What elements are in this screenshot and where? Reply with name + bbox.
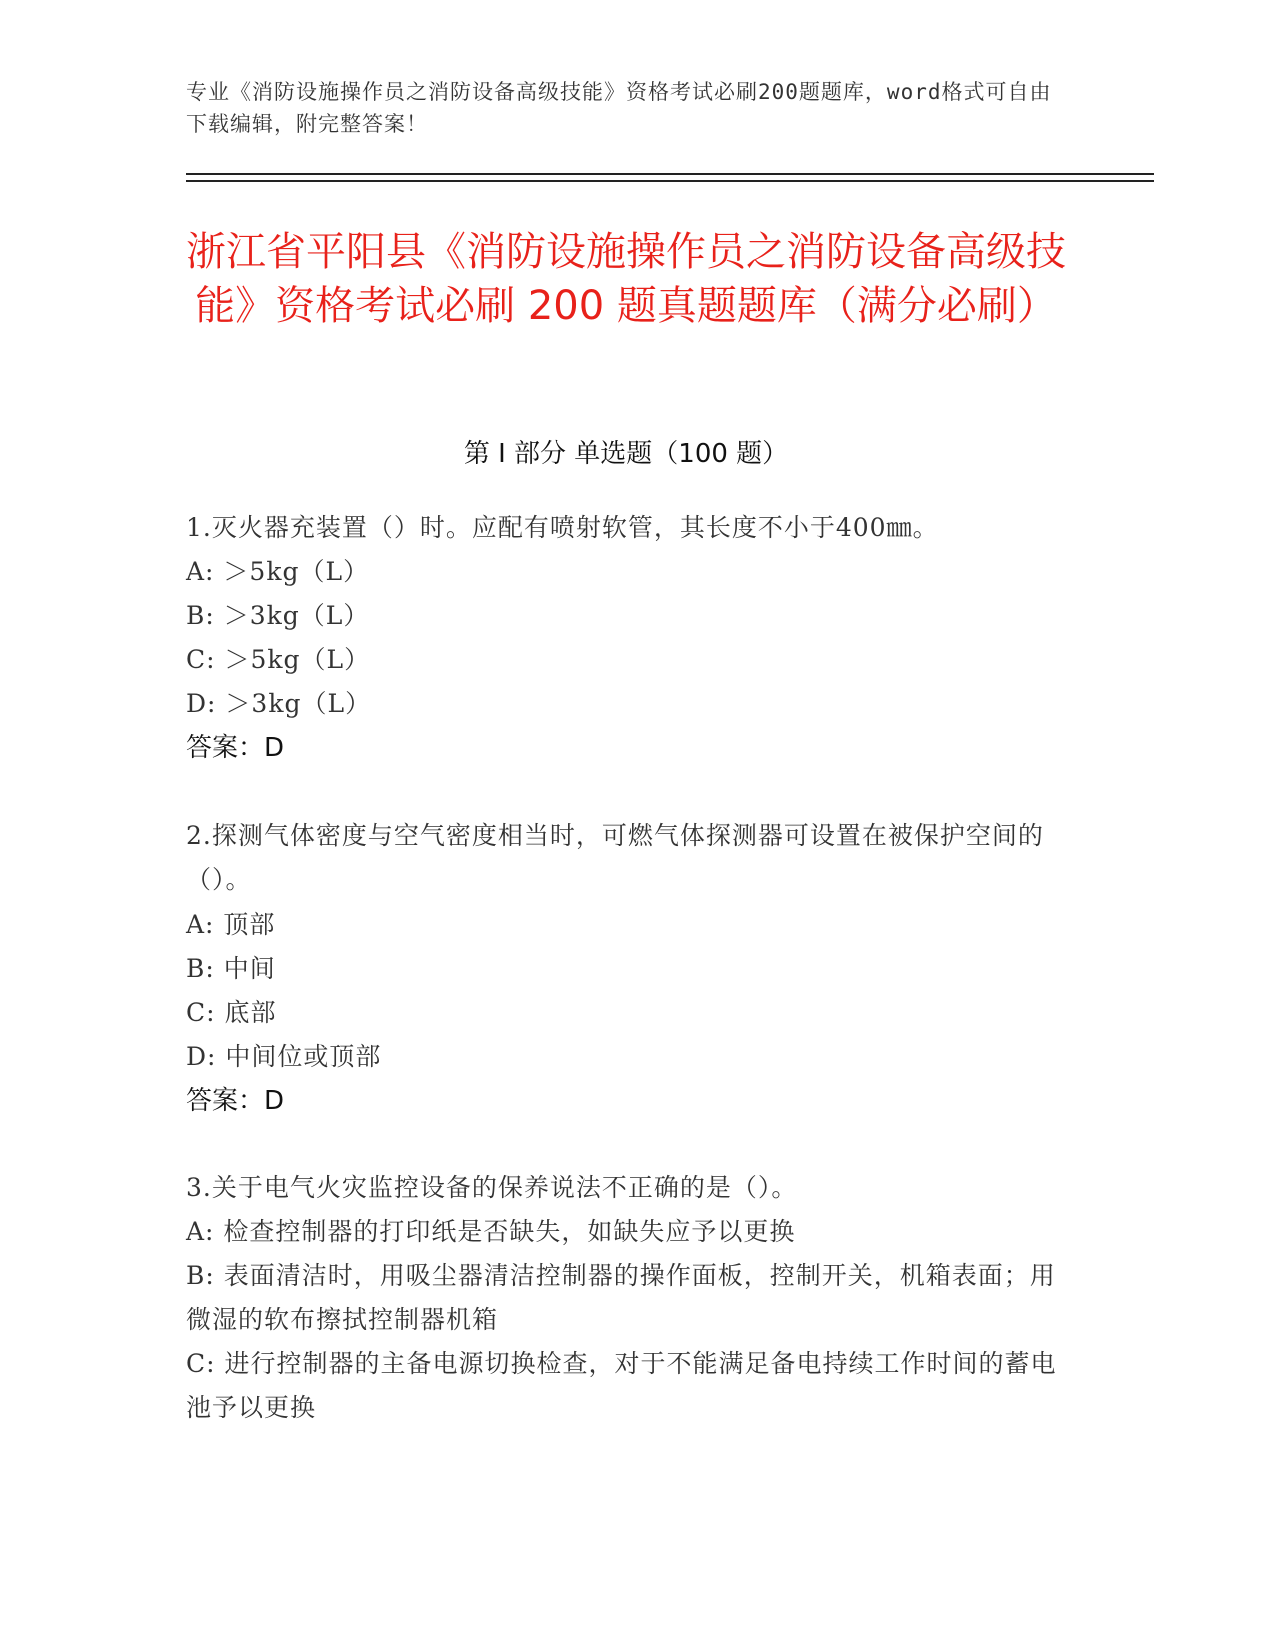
question-2-option-c: C: 底部 xyxy=(186,998,277,1027)
question-2-option-d: D: 中间位或顶部 xyxy=(186,1042,382,1071)
question-2-option-a: A: 顶部 xyxy=(186,910,276,939)
question-1-option-d: D: ＞3kg（L） xyxy=(186,689,372,718)
header-note: 专业《消防设施操作员之消防设备高级技能》资格考试必刷200题题库，word格式可自由下载编辑，附完整答案！ xyxy=(186,80,1052,136)
question-1-text: 1.灭火器充装置（）时。应配有喷射软管，其长度不小于400㎜。 xyxy=(186,513,939,542)
question-1-option-b: B: ＞3kg（L） xyxy=(186,601,370,630)
header-divider-top xyxy=(186,173,1154,175)
document-title: 浙江省平阳县《消防设施操作员之消防设备高级技能》资格考试必刷 200 题真题题库（满分必刷） xyxy=(186,229,1066,329)
question-3-option-b: B: 表面清洁时，用吸尘器清洁控制器的操作面板，控制开关，机箱表面；用微湿的软布擦拭控制器机箱 xyxy=(186,1261,1056,1334)
question-1-option-c: C: ＞5kg（L） xyxy=(186,645,371,674)
question-3-text: 3.关于电气火灾监控设备的保养说法不正确的是（）。 xyxy=(186,1173,798,1202)
question-2-text: 2.探测气体密度与空气密度相当时，可燃气体探测器可设置在被保护空间的（）。 xyxy=(186,821,1044,894)
header-divider-bottom xyxy=(186,180,1154,182)
question-3-option-c: C: 进行控制器的主备电源切换检查，对于不能满足备电持续工作时间的蓄电池予以更换 xyxy=(186,1349,1057,1422)
question-2-answer: 答案：D xyxy=(186,1086,285,1116)
question-1-answer: 答案：D xyxy=(186,733,285,763)
question-2-option-b: B: 中间 xyxy=(186,954,276,983)
section-title: 第 I 部分 单选题（100 题） xyxy=(463,439,789,469)
question-3-option-a: A: 检查控制器的打印纸是否缺失，如缺失应予以更换 xyxy=(186,1217,796,1246)
question-1-option-a: A: ＞5kg（L） xyxy=(186,557,370,586)
